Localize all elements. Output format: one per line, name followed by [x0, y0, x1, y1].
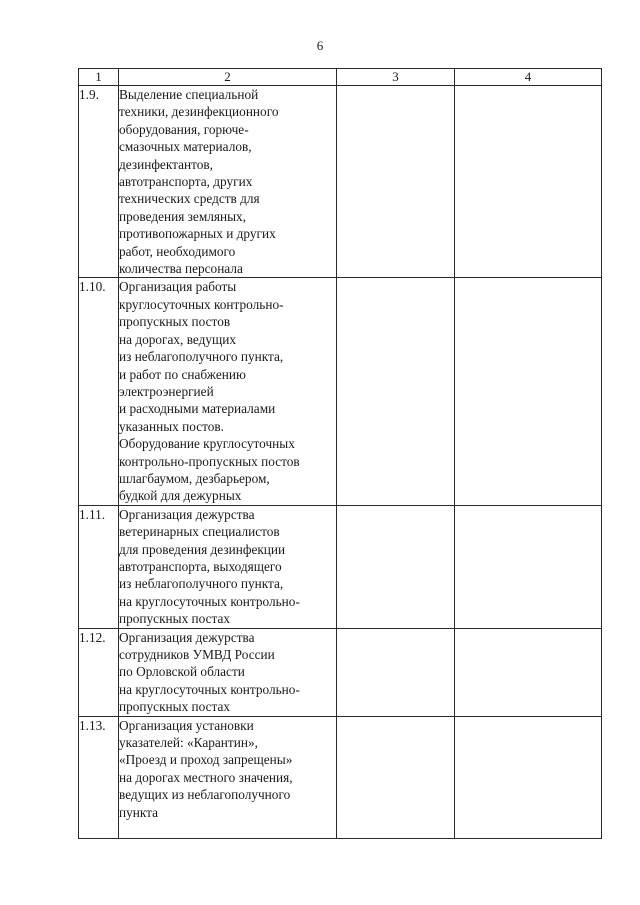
column-4-cell	[455, 278, 602, 505]
task-line: будкой для дежурных	[119, 488, 242, 504]
header-row	[79, 69, 602, 86]
action-plan-table	[78, 68, 602, 839]
column-3-cell	[337, 86, 455, 278]
row-number: 1.12.	[79, 628, 119, 716]
table-row	[79, 86, 602, 278]
task-line: пропускных постах	[119, 611, 231, 627]
task-line: круглосуточных контрольно-	[119, 296, 284, 312]
task-line: пропускных постов	[119, 314, 231, 330]
row-number: 1.9.	[79, 86, 119, 278]
task-line: «Проезд и проход запрещены»	[119, 752, 293, 768]
row-number: 1.11.	[79, 505, 119, 628]
task-line: проведения земляных,	[119, 208, 247, 224]
task-line: и расходными материалами	[119, 401, 276, 417]
task-line: из неблагополучного пункта,	[119, 349, 284, 365]
task-line: указанных постов.	[119, 418, 224, 434]
column-4-cell	[455, 505, 602, 628]
task-line: Оборудование круглосуточных	[119, 436, 295, 452]
column-3-cell	[337, 628, 455, 716]
table-row	[79, 278, 602, 505]
task-line: смазочных материалов,	[119, 139, 252, 155]
column-header-4: 4	[455, 69, 602, 86]
task-line: указателей: «Карантин»,	[119, 735, 258, 751]
row-number: 1.10.	[79, 278, 119, 505]
task-line: техники, дезинфекционного	[119, 104, 279, 120]
task-line: ветеринарных специалистов	[119, 524, 280, 540]
task-line: на дорогах, ведущих	[119, 331, 237, 347]
task-line: сотрудников УМВД России	[119, 647, 275, 662]
task-line: ведущих из неблагополучного	[119, 787, 291, 803]
task-line: пункта	[119, 804, 159, 820]
task-line: и работ по снабжению	[119, 366, 246, 382]
column-4-cell	[455, 716, 602, 838]
task-description	[119, 505, 337, 628]
column-header-1: 1	[79, 69, 119, 86]
page-number: 6	[316, 38, 324, 53]
task-line: шлагбаумом, дезбарьером,	[119, 470, 270, 486]
column-header-3: 3	[337, 69, 455, 86]
task-line: Организация работы	[119, 279, 237, 295]
task-line: на круглосуточных контрольно-	[119, 681, 300, 697]
task-line: для проведения дезинфекции	[119, 541, 286, 557]
task-description	[119, 86, 337, 278]
table-row	[79, 716, 602, 838]
column-3-cell	[337, 505, 455, 628]
column-4-cell	[455, 86, 602, 278]
task-line: контрольно-пропускных постов	[119, 453, 300, 469]
task-description	[119, 716, 337, 838]
task-line: на дорогах местного значения,	[119, 769, 293, 785]
row-number: 1.13.	[79, 716, 119, 838]
column-4-cell	[455, 628, 602, 716]
task-line: технических средств для	[119, 191, 260, 207]
task-line: противопожарных и других	[119, 226, 276, 242]
task-line: из неблагополучного пункта,	[119, 576, 284, 592]
task-line: Организация дежурства	[119, 506, 255, 522]
table-row	[79, 505, 602, 628]
task-line: Организация установки	[119, 717, 254, 733]
task-line: Организация дежурства	[119, 629, 255, 645]
task-line: автотранспорта, выходящего	[119, 558, 282, 574]
task-line: количества персонала	[119, 261, 243, 277]
task-line: электроэнергией	[119, 383, 214, 399]
column-3-cell	[337, 716, 455, 838]
task-line: работ, необходимого	[119, 243, 236, 259]
task-description	[119, 278, 337, 505]
task-line: на круглосуточных контрольно-	[119, 593, 300, 609]
task-description	[119, 628, 337, 716]
task-line: Выделение специальной	[119, 87, 259, 102]
task-line: по Орловской области	[119, 664, 245, 680]
table-row	[79, 628, 602, 716]
task-line: оборудования, горюче-	[119, 121, 249, 137]
column-3-cell	[337, 278, 455, 505]
task-line: пропускных постах	[119, 699, 231, 715]
task-line: дезинфектантов,	[119, 156, 213, 172]
column-header-2: 2	[119, 69, 337, 86]
task-line: автотранспорта, других	[119, 174, 253, 190]
